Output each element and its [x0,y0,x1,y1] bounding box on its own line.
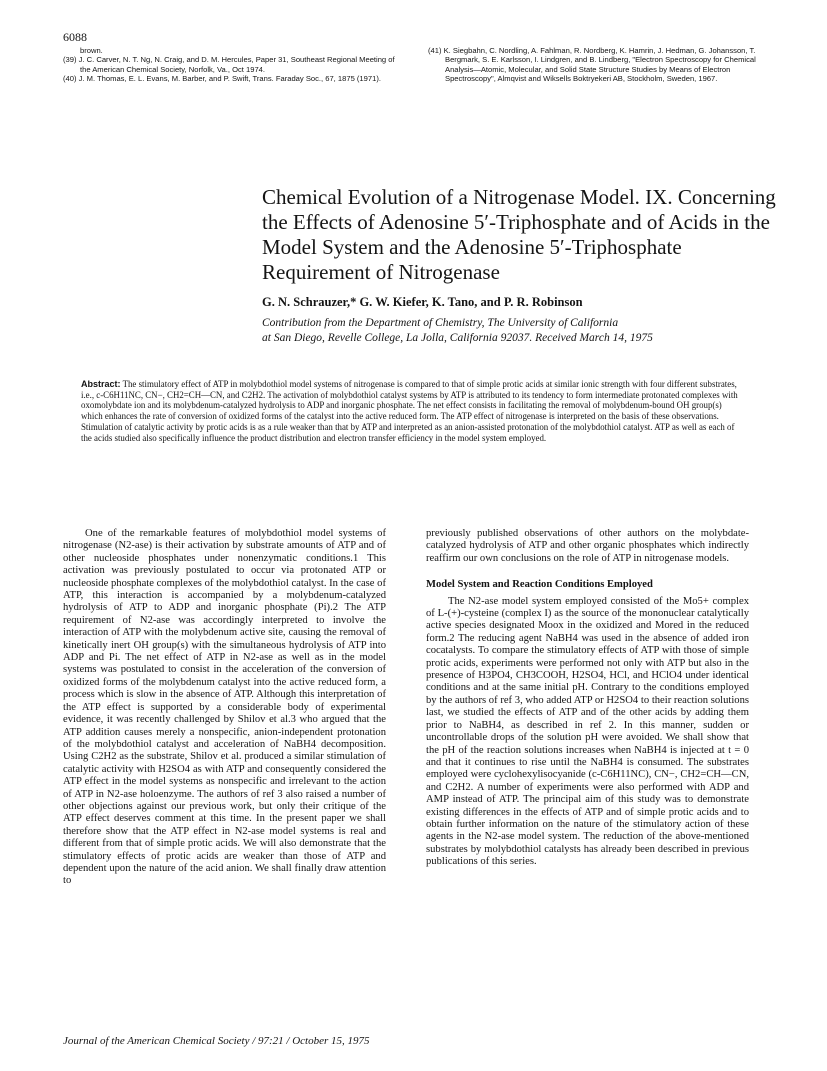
affiliation [262,316,762,346]
reference-item: (41) K. Siegbahn, C. Nordling, A. Fahlman, R. Nordberg, K. Hamrin, J. Hedman, G. Johansson, T. Bergmark, S. E. Karlsson, I. Lindgren, and B. Lindberg, "Electron Spectroscopy for Chemical Analysis—Atomic, Molecular, and Solid State Structure Studies by Means of Electron Spectroscopy", Almqvist and Wiksells Boktryekeri AB, Stockholm, Sweden, 1967. [428,46,756,84]
abstract-label: Abstract: [81,379,121,389]
abstract [81,379,744,443]
reference-item: (39) J. C. Carver, N. T. Ng, N. Craig, and D. M. Hercules, Paper 31, Southeast Regional Meeting of the American Chemical Society, Norfolk, Va., Oct 1974. [63,55,395,74]
journal-footer: Journal of the American Chemical Society / 97:21 / October 15, 1975 [63,1035,370,1047]
section-heading: Model System and Reaction Conditions Employed [426,579,653,591]
article-title: Chemical Evolution of a Nitrogenase Model. IX. Concerning the Effects of Adenosine 5′-Triphosphate and of Acids in the Model System and the Adenosine 5′-Triphosphate Requirement of Nitrogenase [262,185,776,284]
reference-item: (40) J. M. Thomas, E. L. Evans, M. Barber, and P. Swift, Trans. Faraday Soc., 67, 1875 (1971). [63,74,381,84]
body-paragraph: previously published observations of other authors on the molybdate-catalyzed hydrolysis of ATP and other organic phosphates which indirectly reaffirm our own conclusions on the role of ATP in nitrogenase models. [426,528,749,564]
affiliation-line: Contribution from the Department of Chemistry, The University of California [262,317,619,329]
references-left [63,46,406,84]
body-column-left [63,528,386,888]
author-list: G. N. Schrauzer,* G. W. Kiefer, K. Tano, and P. R. Robinson [262,295,583,309]
reference-item: brown. [80,46,103,55]
body-paragraph: One of the remarkable features of molybdothiol model systems of nitrogenase (N2-ase) is their activation by substrate amounts of ATP and of other nucleoside phosphates under nonenzymatic conditions.1 This activation was previously postulated to occur via protonated ATP or nucleoside phosphate complexes of the molybdothiol catalyst. In the case of ATP, this interaction is accompanied by a molybdenum-catalyzed hydrolysis of ATP to ADP and inorganic phosphate (Pi).2 The ATP requirement of N2-ase was accordingly interpreted to involve the interaction of ATP with the molybdenum active site, causing the removal of kinetically inert OH group(s) with the simultaneous hydrolysis of ATP into ADP and Pi. The net effect of ATP in N2-ase as well as in the model systems was postulated to consist in the acceleration of the conversion of oxidized forms of the molybdenum catalyst into the active reduced form, a process which is slow in the absence of ATP. Although this interpretation of the ATP effect is supported by a considerable body of experimental evidence, it was recently challenged by Shilov et al.3 who argued that the ATP addition causes merely a nonspecific, anion-independent protonation of the molybdothiol catalyst and acceleration of NaBH4 decomposition. Using C2H2 as the substrate, Shilov et al. produced a similar stimulation of catalytic activity with H2SO4 as with ATP and consequently considered the ATP effect in the model systems as nonspecific and irrelevant to the action of ATP in N2-ase holoenzyme. The authors of ref 3 also raised a number of other objections against our previous work, but only their critique of the ATP effect deserves comment at this time. In the present paper we shall therefore show that the ATP effect in N2-ase model systems is real and different from that of simple protic acids. We will also demonstrate that the stimulatory effects of protic acids are weaker than those of ATP and dependent upon the nature of the acid anion. We shall finally draw attention to [63,528,386,887]
body-paragraph: The N2-ase model system employed consisted of the Mo5+ complex of L-(+)-cysteine (complex I) as the source of the mononuclear catalytically active species designated Moox in the oxidized and Mored in the reduced form.2 The reducing agent NaBH4 was used in the absence of added iron cocatalysts. To compare the stimulatory effects of ATP with those of simple protic acids, experiments were performed not only with ATP but also in the presence of H3PO4, CH3COOH, H2SO4, HCl, and HClO4 under identical conditions and at the same initial pH. Contrary to the conditions employed by the authors of ref 3, who added ATP or H2SO4 to their reaction solutions last, we studied the effects of ATP and of the other acids by adding them prior to NaBH4, as described in ref 2. In this manner, sudden or uncontrollable drops of the solution pH were avoided. We shall show that the pH of the reaction solutions increases when NaBH4 is injected at t = 0 and that it continues to rise until the NaBH4 is consumed. The substrates employed were cyclohexylisocyanide (c-C6H11NC), CN−, CH2=CH—CN, and C2H2. A number of experiments were also performed with ADP and AMP instead of ATP. The principal aim of this study was to demonstrate existing differences in the effects of ATP and of simple protic acids and to obtain further information on the nature of the stimulatory action of these agents in the N2-ase model system. The reduction of the above-mentioned substrates by molybdothiol catalysts has already been described in previous publications of this series. [426,595,749,868]
abstract-text: The stimulatory effect of ATP in molybdothiol model systems of nitrogenase is compared to that of simple protic acids at similar ionic strength with four different substrates, i.e., c-C6H11NC, CN−, CH2=CH—CN, and C2H2. The activation of molybdothiol catalyst systems by ATP is attributed to its tendency to form intermediate protonated complexes with oxomolybdate ion and its molybdenum-catalyzed hydrolysis to ADP and inorganic phosphate. The net effect consists in facilitating the removal of molybdenum-bound OH group(s) which enhances the rate of conversion of oxidized forms of the catalyst into the active reduced form. The ATP effect of nitrogenase is interpreted on the basis of these observations. Stimulation of catalytic activity by protic acids is as a rule weaker than that by ATP and interpreted as an anion-assisted protonation of the molybdothiol catalyst. ATP as well as each of the acids studied also specifically influence the product distribution and electron transfer efficiency in the model system employed. [81,379,738,443]
page-number: 6088 [63,30,87,44]
affiliation-line: at San Diego, Revelle College, La Jolla, California 92037. Received March 14, 1975 [262,332,653,344]
references-right [428,46,766,84]
body-column-right [426,528,749,869]
